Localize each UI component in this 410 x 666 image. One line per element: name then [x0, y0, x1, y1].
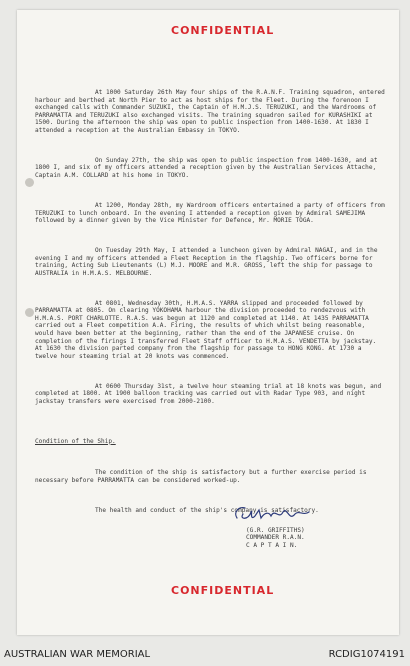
paragraph: The condition of the ship is satisfactory but a further exercise period is necessary before PARRAMATTA can be considered worked-up.	[35, 469, 371, 484]
signature-block	[246, 527, 305, 549]
paragraph: At 1200, Monday 28th, my Wardroom officers entertained a party of officers from TERUZUKI to lunch onboard. In the evening I attended a reception given by Admiral SAMEJIMA followed by a dinner given by the Vice Minister for Defence, Mr. MORIE TOGA.	[35, 201, 389, 225]
document-page	[17, 10, 399, 635]
section-heading: Condition of the Ship.	[35, 437, 116, 445]
punch-hole	[25, 308, 34, 317]
paragraph: At 0801, Wednesday 30th, H.M.A.S. YARRA slipped and proceeded followed by PARRAMATTA at 0805. On clearing YOKOHAMA harbour the division proceeded to rendezvous with H.M.A.S. PORT CHARLOTTE. R.A.S. was begun at 1120 and completed at 1140. At 1435 PARRAMATTA carried out a Fleet competition A.A. Firing, the results of which whilst being reasonable, would have been better at the beginning, rather than the end of the JAPANESE cruise. On completion of the firings I transferred Fleet Staff officer to H.M.A.S. VENDETTA by jackstay. At 1630 the division parted company from the flagship for passage to HONG KONG. At 1730 a twelve hour steaming trial at 20 knots was commenced.	[35, 299, 380, 360]
confidential-stamp-top: CONFIDENTIAL	[171, 24, 275, 37]
signatory-title: C A P T A I N.	[246, 541, 298, 549]
confidential-stamp-bottom: CONFIDENTIAL	[171, 584, 275, 597]
paragraph: On Sunday 27th, the ship was open to public inspection from 1400-1630, and at 1800 I, and six of my officers attended a reception given by the Australian Services Attache, Captain A.M. COLLARD at his home in TOKYO.	[35, 156, 382, 179]
punch-hole	[25, 178, 34, 187]
paragraph: The health and conduct of the ship's company is satisfactory.	[95, 506, 319, 514]
archive-record-id: RCDIG1074191	[328, 649, 405, 660]
archive-source-label: AUSTRALIAN WAR MEMORIAL	[4, 649, 151, 660]
paragraph: At 1000 Saturday 26th May four ships of the R.A.N.F. Training squadron, entered harbour and berthed at North Pier to act as host ships for the Fleet. During the forenoon I exchanged calls with Commander SUZUKI, the Captain of H.M.J.S. TERUZUKI, and the Wardrooms of PARRAMATTA and TERUZUKI also exchanged visits. The training squadron sailed for KURASHIKI at 1500. During the afternoon the ship was open to public inspection from 1400-1630. At 1830 I attended a reception at the Australian Embassy in TOKYO.	[35, 89, 389, 134]
handwritten-signature	[229, 502, 319, 526]
signatory-rank: COMMANDER R.A.N.	[246, 534, 305, 542]
paragraph: At 0600 Thursday 31st, a twelve hour steaming trial at 18 knots was begun, and completed at 1800. At 1900 balloon tracking was carried out with Radar Type 903, and night jackstay transfers were exercised from 2000-2100.	[35, 382, 385, 405]
letter-body	[35, 74, 387, 537]
signatory-name: (G.R. GRIFFITHS)	[246, 527, 305, 534]
paragraph: On Tuesday 29th May, I attended a luncheon given by Admiral NAGAI, and in the evening I and my officers attended a Fleet Reception in the flagship. Two officers borne for training, Acting Sub Lieutenants (L) M.J. MOORE and M.R. GROSS, left the ship for passage to AUSTRALIA in H.M.A.S. MELBOURNE.	[35, 247, 382, 277]
